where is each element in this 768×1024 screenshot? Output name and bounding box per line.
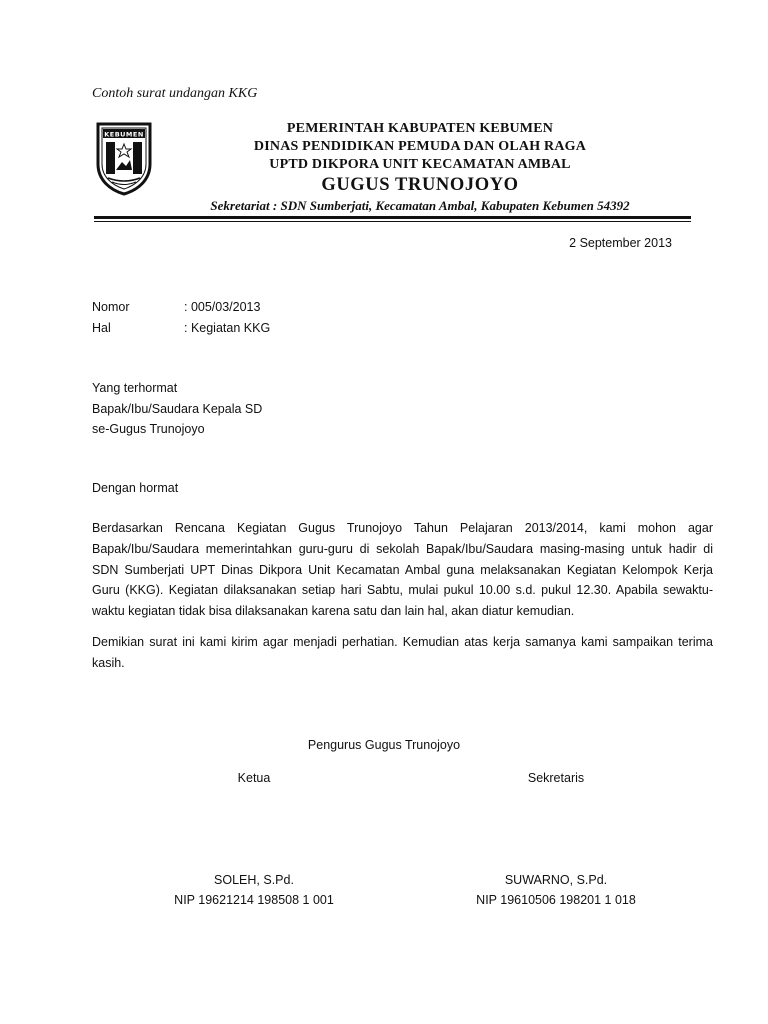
letterhead-government: PEMERINTAH KABUPATEN KEBUMEN bbox=[286, 121, 554, 136]
hal-label: Hal bbox=[92, 321, 111, 335]
letterhead-secretariat: Sekretariat : SDN Sumberjati, Kecamatan Ambal, Kabupaten Kebumen 54392 bbox=[210, 198, 630, 213]
address-line-1: Yang terhormat bbox=[92, 381, 178, 395]
letterhead-cluster-name: GUGUS TRUNOJOYO bbox=[321, 175, 519, 195]
letterhead-rule-thin bbox=[94, 221, 691, 222]
body-paragraph-2: Demikian surat ini kami kirim agar menjadi perhatian. Kemudian atas kerja samanya kami sampaikan terima kasih. bbox=[92, 634, 713, 670]
letterhead-rule-thick bbox=[94, 216, 691, 219]
kebumen-emblem-icon bbox=[94, 120, 154, 196]
left-signatory-name: SOLEH, S.Pd. bbox=[214, 873, 294, 887]
svg-text:KEBUMEN: KEBUMEN bbox=[104, 130, 144, 139]
body-paragraph-1: Berdasarkan Rencana Kegiatan Gugus Trunojoyo Tahun Pelajaran 2013/2014, kami mohon agar Bapak/Ibu/Saudara memerintahkan guru-guru di sekolah Bapak/Ibu/Saudara masing-masing untuk hadir di SDN Sumberjati UPT Dinas Dikpora Unit Kecamatan Ambal guna melaksanakan Kegiatan Kelompok Kerja Guru (KKG). Kegiatan dilaksanakan setiap hari Sabtu, mulai pukul 10.00 s.d. pukul 12.30. Apabila sewaktu-waktu kegiatan tidak bisa dilaksanakan karena satu dan lain hal, akan diatur kemudian. bbox=[92, 521, 713, 619]
signatory-organization: Pengurus Gugus Trunojoyo bbox=[307, 738, 461, 752]
meta-row-hal bbox=[92, 318, 270, 339]
left-signatory-role: Ketua bbox=[237, 771, 271, 785]
letterhead-unit: UPTD DIKPORA UNIT KECAMATAN AMBAL bbox=[269, 157, 571, 172]
letter-body bbox=[92, 518, 713, 684]
right-signatory-role: Sekretaris bbox=[527, 771, 585, 785]
letter-date: 2 September 2013 bbox=[569, 236, 672, 250]
address-line-3: se-Gugus Trunojoyo bbox=[92, 422, 205, 436]
address-line-2: Bapak/Ibu/Saudara Kepala SD bbox=[92, 401, 263, 416]
letterhead bbox=[150, 120, 690, 215]
letterhead-department: DINAS PENDIDIKAN PEMUDA DAN OLAH RAGA bbox=[253, 139, 587, 154]
document-caption: Contoh surat undangan KKG bbox=[92, 86, 258, 101]
meta-row-nomor bbox=[92, 297, 270, 318]
greeting: Dengan hormat bbox=[92, 481, 179, 495]
right-signatory-nip: NIP 19610506 198201 1 018 bbox=[476, 893, 636, 907]
left-signatory-nip: NIP 19621214 198508 1 001 bbox=[174, 893, 334, 907]
nomor-label: Nomor bbox=[92, 300, 130, 314]
letter-meta bbox=[92, 297, 270, 339]
hal-value: : Kegiatan KKG bbox=[184, 321, 271, 335]
recipient-address bbox=[92, 378, 262, 440]
right-signatory-name: SUWARNO, S.Pd. bbox=[504, 873, 608, 887]
nomor-value: : 005/03/2013 bbox=[184, 300, 261, 314]
